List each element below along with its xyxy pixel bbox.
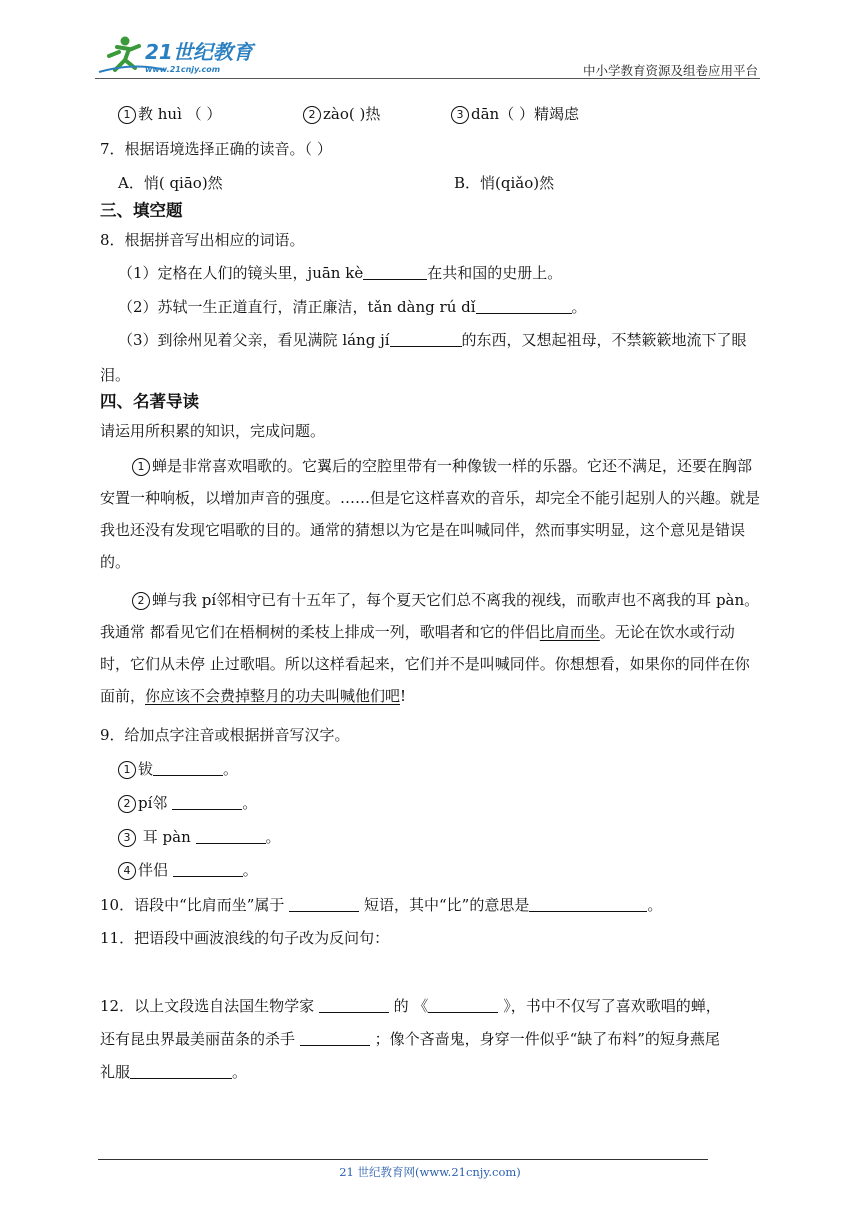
q10-text-mid: 短语，其中“比”的意思是 (364, 896, 530, 914)
paragraph-2-text-end: ! (400, 687, 407, 705)
q10-text: 10．语段中“比肩而坐”属于 (100, 896, 285, 914)
q8-question: 8．根据拼音写出相应的词语。 (100, 231, 305, 249)
q9-item-2-text: pí邻 (138, 794, 168, 812)
option-number: 2 (303, 106, 321, 124)
passage-paragraph-1 (100, 450, 762, 578)
answer-blank[interactable] (153, 759, 223, 776)
period: 。 (242, 861, 258, 879)
paragraph-2-text: 蝉与我 pí邻相守已有十五年了，每个夏天它们总不离我的视线，而歌声也不离我的耳 pàn。我通常 都看见它们在梧桐树的柔枝上排成一列，歌唱者和它的伴侣 (100, 591, 760, 641)
passage-paragraph-2 (100, 584, 762, 712)
platform-label: 中小学教育资源及组卷应用平台 (582, 63, 758, 78)
logo-text: 21世纪教育 (145, 40, 253, 64)
q7-options (118, 172, 780, 194)
q6-option-3: dān（ ）精竭虑 (471, 105, 579, 123)
q8-item-1 (118, 262, 780, 284)
footer-text[interactable]: 21 世纪教育网(www.21cnjy.com) (339, 1165, 521, 1179)
logo-url: www.21cnjy.com (145, 65, 221, 74)
answer-blank[interactable] (172, 793, 242, 810)
q9-item-3 (118, 826, 780, 848)
q7-option-b: B．悄(qiǎo)然 (454, 174, 555, 192)
period: 。 (223, 760, 239, 778)
answer-blank[interactable] (363, 263, 427, 280)
q6-option-1: 教 huì （ ） (138, 105, 222, 123)
section-4-intro: 请运用所积累的知识，完成问题。 (100, 422, 326, 440)
q6-option-2: zào( )热 (323, 105, 381, 123)
q8-item-1-text-end: 在共和国的史册上。 (427, 264, 563, 282)
option-number: 3 (451, 106, 469, 124)
answer-blank[interactable] (289, 895, 359, 912)
q9-item-3-text: 耳 pàn (138, 828, 191, 846)
q9-question: 9．给加点字注音或根据拼音写汉字。 (100, 726, 350, 744)
q12-text: 12．以上文段选自法国生物学家 (100, 997, 315, 1015)
paragraph-2-text-mid: 。无论在饮水或行动时，它们从未停 止过歌唱。所以这样看起来，它们并不是叫喊同伴。你想想看，如果你的同伴在你面前， (100, 623, 750, 705)
q12-text: ；像个吝啬鬼，身穿一件似乎“缺了布料”的短身燕尾 (374, 1030, 720, 1048)
answer-blank[interactable] (300, 1029, 370, 1046)
item-number: 2 (118, 795, 136, 813)
q12-text: 礼服 (100, 1063, 131, 1081)
section-3-title: 三、填空题 (100, 201, 183, 220)
period: 。 (232, 1063, 248, 1081)
q9-item-2 (118, 792, 780, 814)
q8-item-3-continued: 泪。 (100, 366, 131, 384)
footer-divider (98, 1159, 708, 1160)
answer-blank[interactable] (130, 1062, 232, 1079)
q8-item-2 (118, 296, 780, 318)
answer-blank[interactable] (196, 827, 266, 844)
answer-blank[interactable] (428, 996, 498, 1013)
q8-item-3-text-end: 的东西，又想起祖母，不禁簌簌地流下了眼 (461, 331, 747, 349)
answer-blank[interactable] (173, 860, 243, 877)
underlined-phrase: 比肩而坐 (539, 623, 600, 641)
paragraph-number: 2 (132, 592, 150, 610)
period: 。 (265, 828, 281, 846)
q8-item-3-text: （3）到徐州见着父亲，看见满院 láng jí (118, 331, 390, 349)
period: 。 (242, 794, 258, 812)
q10-question (100, 894, 762, 916)
q8-item-3 (118, 329, 780, 351)
page-header (95, 32, 760, 80)
q8-item-2-text: （2）苏轼一生正道直行，清正廉洁，tǎn dàng rú dǐ (118, 298, 476, 316)
paragraph-1-text: 蝉是非常喜欢唱歌的。它翼后的空腔里带有一种像钹一样的乐器。它还不满足，还要在胸部安置一种响板，以增加声音的强度。……但是它这样喜欢的音乐，却完全不能引起别人的兴趣。就是我也还没有发现它唱歌的目的。通常的猜想以为它是在叫喊同伴，然而事实明显，这个意见是错误的。 (100, 457, 761, 571)
q11-question: 11．把语段中画波浪线的句子改为反问句： (100, 929, 390, 947)
q9-item-4-text: 伴侣 (138, 861, 169, 879)
answer-blank[interactable] (390, 330, 462, 347)
item-number: 1 (118, 761, 136, 779)
item-number: 4 (118, 862, 136, 880)
item-number: 3 (118, 829, 136, 847)
q8-item-2-text-end: 。 (571, 298, 587, 316)
q7-question: 7．根据语境选择正确的读音。（ ） (100, 140, 332, 158)
period: 。 (647, 896, 663, 914)
answer-blank[interactable] (319, 996, 389, 1013)
answer-blank[interactable] (529, 895, 647, 912)
q6-options (118, 103, 780, 125)
q9-item-1 (118, 758, 780, 780)
option-number: 1 (118, 106, 136, 124)
q12-question (100, 990, 762, 1089)
q8-item-1-text: （1）定格在人们的镜头里，juān kè (118, 264, 364, 282)
paragraph-number: 1 (132, 458, 150, 476)
answer-blank[interactable] (476, 297, 572, 314)
site-logo (95, 32, 260, 78)
q7-option-a: A．悄( qiāo)然 (118, 174, 223, 192)
q12-text: 还有昆虫界最美丽苗条的杀手 (100, 1030, 296, 1048)
q9-item-4 (118, 859, 780, 881)
section-4-title: 四、名著导读 (100, 392, 199, 411)
header-divider (95, 78, 760, 79)
q12-text: 》，书中不仅写了喜欢歌唱的蝉， (503, 997, 721, 1015)
q9-item-1-text: 钹 (138, 760, 154, 778)
wavy-underlined-sentence: 你应该不会费掉整月的功夫叫喊他们吧 (145, 687, 401, 705)
q12-text: 的 《 (393, 997, 429, 1015)
